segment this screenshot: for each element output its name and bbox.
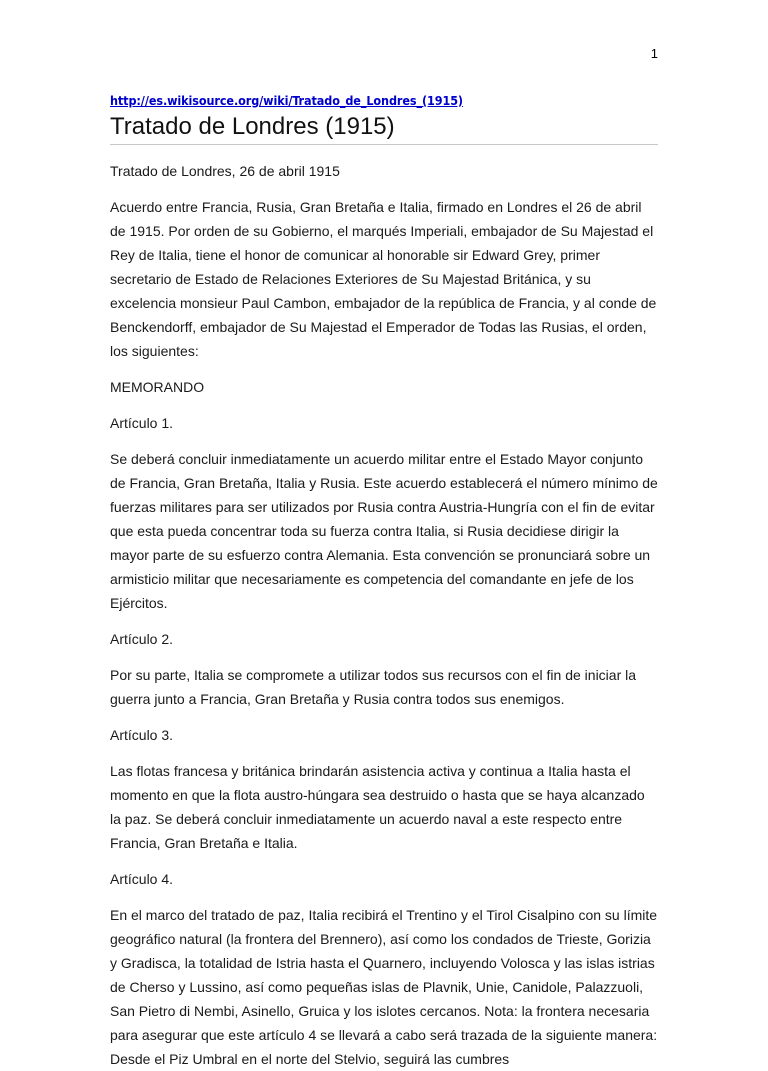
heading-article-4: Artículo 4. [110, 871, 174, 887]
heading-memorando: MEMORANDO [110, 379, 205, 395]
heading-article-1: Artículo 1. [110, 415, 174, 431]
document-title: Tratado de Londres (1915) [110, 112, 658, 145]
heading-article-2: Artículo 2. [110, 631, 174, 647]
document-body [110, 92, 658, 1071]
paragraph-article-2: Por su parte, Italia se compromete a utilizar todos sus recursos con el fin de iniciar la guerra junto a Francia, Gran Bretaña y Rusia contra todos sus enemigos. [110, 667, 637, 707]
paragraph-article-4: En el marco del tratado de paz, Italia recibirá el Trentino y el Tirol Cisalpino con su límite geográfico natural (la frontera del Brennero), así como los condados de Trieste, Gorizia y Gradisca, la totalidad de Istria hasta el Quarnero, incluyendo Volosca y las islas istrias de Cherso y Lussino, así como pequeñas islas de Plavnik, Unie, Canidole, Palazzuoli, San Pietro di Nembi, Asinello, Gruica y los islotes cercanos. Nota: la frontera necesaria para asegurar que este artículo 4 se llevará a cabo será trazada de la siguiente manera: Desde el Piz Umbral en el norte del Stelvio, seguirá las cumbres [110, 907, 658, 1067]
paragraph-date: Tratado de Londres, 26 de abril 1915 [110, 163, 340, 179]
paragraph-intro: Acuerdo entre Francia, Rusia, Gran Bretaña e Italia, firmado en Londres el 26 de abril de 1915. Por orden de su Gobierno, el marqués Imperiali, embajador de Su Majestad el Rey de Italia, tiene el honor de comunicar al honorable sir Edward Grey, primer secretario de Estado de Relaciones Exteriores de Su Majestad Británica, y su excelencia monsieur Paul Cambon, embajador de la república de Francia, y al conde de Benckendorff, embajador de Su Majestad el Emperador de Todas las Rusias, el orden, los siguientes: [110, 199, 657, 359]
source-link[interactable]: http://es.wikisource.org/wiki/Tratado_de_Londres_(1915) [110, 93, 463, 108]
paragraph-article-1: Se deberá concluir inmediatamente un acuerdo militar entre el Estado Mayor conjunto de Francia, Gran Bretaña, Italia y Rusia. Este acuerdo establecerá el número mínimo de fuerzas militares para ser utilizados por Rusia contra Austria-Hungría con el fin de evitar que esta pueda concentrar toda su fuerza contra Italia, si Rusia decidiese dirigir la mayor parte de su esfuerzo contra Alemania. Esta convención se pronunciará sobre un armisticio militar que necesariamente es competencia del comandante en jefe de los Ejércitos. [110, 451, 658, 611]
paragraph-article-3: Las flotas francesa y británica brindarán asistencia activa y continua a Italia hasta el momento en que la flota austro-húngara sea destruido o hasta que se haya alcanzado la paz. Se deberá concluir inmediatamente un acuerdo naval a este respecto entre Francia, Gran Bretaña e Italia. [110, 763, 645, 851]
heading-article-3: Artículo 3. [110, 727, 174, 743]
page-number: 1 [650, 46, 658, 61]
